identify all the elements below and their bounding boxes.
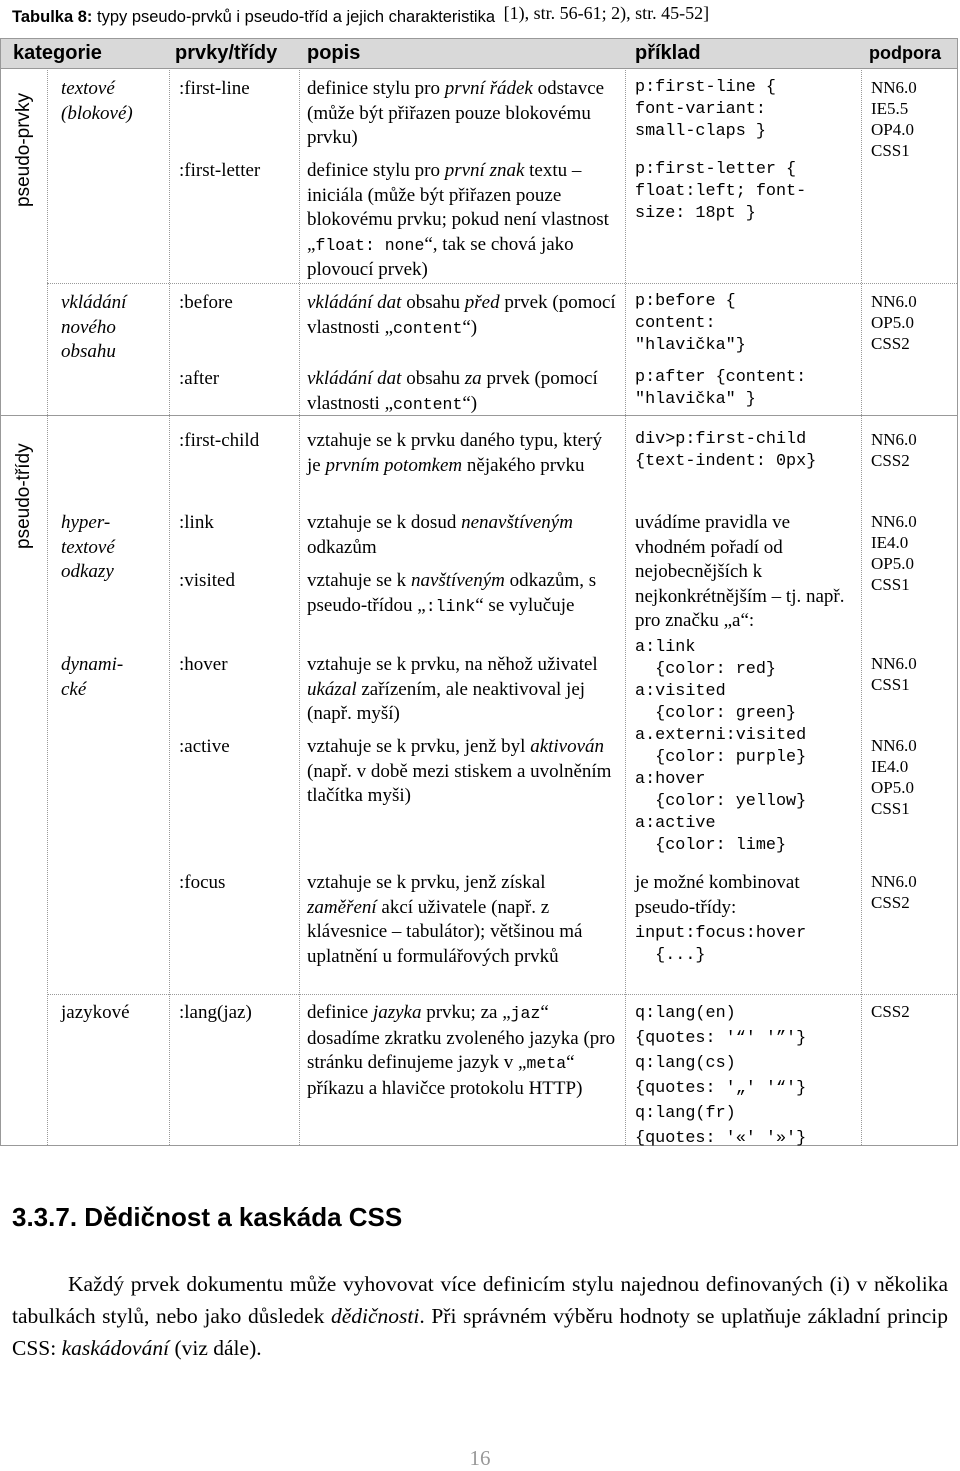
header-podpora: podpora [869, 43, 941, 63]
row-example-before: p:before { content: "hlavička"} [635, 292, 746, 355]
row-name-visited: :visited [179, 570, 235, 591]
row-desc-hover: vztahuje se k prvku, na něhož uživatel ukázal zařízením, ale neaktivoval jej (např. myší) [307, 654, 598, 724]
header-rule [1, 68, 957, 69]
row-rule [47, 283, 957, 284]
row-desc-after: vkládání dat obsahu za prvek (pomocí vlastnosti „content“) [307, 368, 598, 414]
header-popis: popis [307, 42, 361, 64]
grid-line [47, 68, 48, 1145]
row-desc-link: vztahuje se k dosud nenavštíveným odkazům [307, 512, 573, 558]
caption-label: Tabulka 8: [12, 8, 93, 26]
row-name-active: :active [179, 736, 230, 757]
header-prvky: prvky/třídy [175, 42, 278, 64]
subcat-dynamicke: dynami- cké [61, 654, 124, 700]
row-rule [47, 994, 957, 995]
support-links: NN6.0 IE4.0 OP5.0 CSS1 [871, 512, 917, 594]
support-lang: CSS2 [871, 1002, 910, 1021]
row-example-lang: q:lang(en) {quotes: '“' '”'} q:lang(cs) {quotes: '„' '“'} q:lang(fr) {quotes: '«' '»'} [635, 1004, 807, 1148]
group-label-pseudo-tridy: pseudo-třídy [13, 443, 34, 549]
group-label-pseudo-prvky: pseudo-prvky [13, 92, 34, 207]
section-number: 3.3.7. [12, 1202, 78, 1232]
caption-reference: [1), str. 56-61; 2), str. 45-52] [503, 3, 710, 23]
row-name-focus: :focus [179, 872, 226, 893]
subcat-textove: textové (blokové) [61, 78, 133, 124]
page-number: 16 [469, 1446, 491, 1470]
row-name-before: :before [179, 292, 233, 313]
support-active: NN6.0 IE4.0 OP5.0 CSS1 [871, 736, 917, 818]
row-desc-first-line: definice stylu pro první řádek odstavce (může být přiřazen pouze blokovému prvku) [307, 78, 605, 148]
row-desc-visited: vztahuje se k navštíveným odkazům, s pseudo-třídou „:link“ se vylučuje [307, 570, 597, 616]
row-desc-first-letter: definice stylu pro první znak textu – iniciála (může být přiřazen pouze blokovému prvku; pokud není vlastnost „float: none“, tak se chová jako plovoucí prvek) [307, 160, 609, 280]
row-name-first-line: :first-line [179, 78, 250, 99]
subcat-hypertextove: hyper- textové odkazy [61, 512, 115, 582]
support-first-child: NN6.0 CSS2 [871, 430, 917, 470]
row-desc-active: vztahuje se k prvku, jenž byl aktivován (např. v době mezi stiskem a uvolněním tlačítka myši) [307, 736, 612, 806]
row-desc-before: vkládání dat obsahu před prvek (pomocí vlastnosti „content“) [307, 292, 616, 338]
row-example-focus: input:focus:hover {...} [635, 924, 807, 965]
support-pseudo-elements-insert: NN6.0 OP5.0 CSS2 [871, 292, 917, 353]
section-title: Dědičnost a kaskáda CSS [84, 1202, 403, 1232]
row-name-lang: :lang(jaz) [179, 1002, 252, 1023]
header-kategorie: kategorie [13, 42, 102, 64]
table-header [1, 39, 957, 68]
row-example-first-letter: p:first-letter { float:left; font- size: 18pt } [635, 160, 807, 223]
row-name-link: :link [179, 512, 214, 533]
support-pseudo-elements-text: NN6.0 IE5.5 OP4.0 CSS1 [871, 78, 917, 160]
row-desc-first-child: vztahuje se k prvku daného typu, který je prvním potomkem nějakého prvku [307, 430, 602, 476]
row-name-first-letter: :first-letter [179, 160, 261, 181]
row-name-hover: :hover [179, 654, 228, 675]
support-hover: NN6.0 CSS1 [871, 654, 917, 694]
grid-line [299, 68, 300, 1145]
subcat-vkladani: vkládání nového obsahu [61, 292, 127, 362]
caption-text: typy pseudo-prvků i pseudo-tříd a jejich charakteristika [96, 8, 496, 26]
row-example-after: p:after {content: "hlavička" } [635, 368, 807, 409]
grid-line [861, 68, 862, 1145]
row-desc-lang: definice jazyka prvku; za „jaz“ dosadíme zkratku zvoleného jazyka (pro stránku definujeme jazyk v „meta“ příkazu a hlavičce protokolu HTTP) [307, 1002, 616, 1099]
grid-line [169, 68, 170, 1145]
header-priklad: příklad [635, 42, 701, 64]
pseudo-elements-table [0, 38, 958, 1146]
support-focus: NN6.0 CSS2 [871, 872, 917, 912]
links-example-code: a:link {color: red} a:visited {color: green} a.externi:visited {color: purple} a:hover {color: yellow} a:active {color: lime} [635, 638, 807, 855]
table-caption [12, 3, 710, 27]
focus-example-text: je možné kombinovat pseudo-třídy: [635, 872, 800, 918]
row-example-first-line: p:first-line { font-variant: small-claps } [635, 78, 776, 141]
row-example-first-child: div>p:first-child {text-indent: 0px} [635, 430, 817, 471]
body-paragraph: Každý prvek dokumentu může vyhovovat více definicím stylu najednou definovaných (i) v několika tabulkách stylů, nebo jako důsledek dědičnosti. Při správném výběru hodnoty se uplatňuje základní princip CSS: kaskádování (viz dále). [12, 1272, 948, 1360]
subcat-jazykove: jazykové [61, 1002, 130, 1023]
links-example-text: uvádíme pravidla ve vhodném pořadí od nejobecnějších k nejkonkrétnějším – tj. např. pro značku „a“: [635, 512, 845, 631]
section-heading [12, 1202, 402, 1233]
row-name-first-child: :first-child [179, 430, 260, 451]
row-desc-focus: vztahuje se k prvku, jenž získal zaměření akcí uživatele (např. z klávesnice – tabulátor); většinou má uplatnění u formulářových prvků [307, 872, 583, 967]
grid-line [625, 68, 626, 1145]
row-name-after: :after [179, 368, 220, 389]
